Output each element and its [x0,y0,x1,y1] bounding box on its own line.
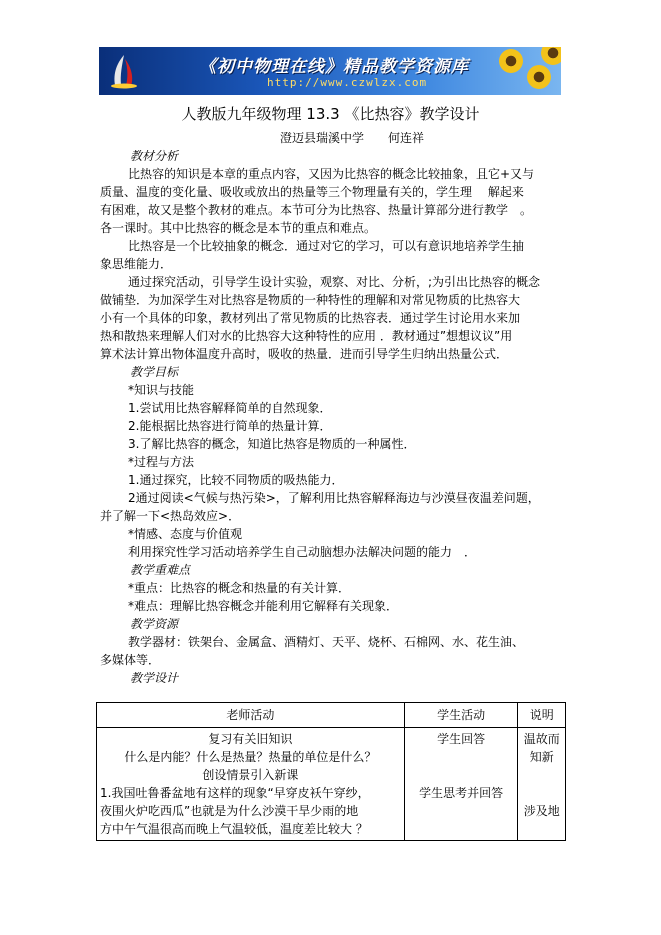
byline [280,129,424,146]
sunflower-icon [499,49,523,73]
header-teacher-activity: 老师活动 [97,703,405,728]
section-heading: 教学资源 [130,617,179,631]
body-line: 算术法计算出物体温度升高时，吸收的热量．进而引导学生归纳出热量公式． [100,347,509,361]
body-line: *过程与方法 [128,455,195,469]
body-line: 有困难，故又是整个教材的难点。本节可分为比热容、热量计算部分进行教学 。 [100,203,533,217]
body-line: 并了解一下<热岛效应>． [100,509,241,523]
body-line: 3.了解比热容的概念，知道比热容是物质的一种属性． [128,437,416,451]
body-line: 比热容是一个比较抽象的概念．通过对它的学习，可以有意识地培养学生抽 [128,239,525,253]
body-line: 质量、温度的变化量、吸收或放出的热量等三个物理量有关的，学生理 解起来 [100,185,524,199]
banner-url[interactable]: http://www.czwlzx.com [267,76,428,89]
cell-line: 复习有关旧知识 [208,732,293,746]
body-line: 教学器材：铁架台、金属盒、酒精灯、天平、烧杯、石棉网、水、花生油、 [128,635,525,649]
body-line: 1.尝试用比热容解释简单的自然现象． [128,401,332,415]
document-title: 人教版九年级物理 13.3 《比热容》教学设计 [181,105,480,123]
cell-line: 学生回答 [437,732,486,746]
author-name: 何连祥 [388,131,425,145]
section-heading: 教材分析 [130,149,179,163]
section-heading: 教学目标 [130,365,179,379]
school-name: 澄迈县瑞溪中学 [280,131,365,145]
body-line: *情感、态度与价值观 [128,527,243,541]
teacher-activity-cell [97,728,405,841]
section-heading: 教学设计 [130,671,179,685]
cell-line: 什么是内能？什么是热量？热量的单位是什么？ [124,750,377,764]
table-row [97,728,566,841]
notes-cell [518,728,566,841]
body-line: 2.能根据比热容进行简单的热量计算． [128,419,332,433]
body-line: 比热容的知识是本章的重点内容，又因为比热容的概念比较抽象，且它+又与 [128,167,535,181]
cell-line: 方中午气温很高而晚上气温较低，温度差比较大 ？ [100,822,368,836]
cell-line: 温故而 [523,732,560,746]
body-line: 2通过阅读<气候与热污染>，了解利用比热容解释海边与沙漠昼夜温差问题， [128,491,540,505]
lesson-plan-table [96,702,566,841]
banner-title: 《初中物理在线》精品教学资源库 [199,57,469,77]
header-notes: 说明 [518,703,566,728]
cell-line: 1.我国吐鲁番盆地有这样的现象“早穿皮袄午穿纱， [100,786,370,800]
body-line: 通过探究活动，引导学生设计实验，观察、对比、分析，;为引出比热容的概念 [128,275,541,289]
body-line: *知识与技能 [128,383,195,397]
cell-line: 创设情景引入新课 [202,768,299,782]
header-student-activity: 学生活动 [404,703,518,728]
body-line: 小有一个具体的印象，教材列出了常见物质的比热容表．通过学生讨论用水来加 [100,311,521,325]
cell-line: 涉及地 [523,804,560,818]
body-line: 利用探究性学习活动培养学生自己动脑想办法解决问题的能力 ． [128,545,477,559]
sunflower-icon [541,47,561,65]
body-line: 各一课时。其中比热容的概念是本节的重点和难点。 [100,221,377,235]
body-line: 热和散热来理解人们对水的比热容大这种特性的应用 ．教材通过”想想议议”用 [100,329,513,343]
cell-line: 学生思考并回答 [419,786,504,800]
site-banner [99,47,561,95]
sunflower-icon [527,65,551,89]
body-line: 多媒体等． [100,653,161,667]
body-line: 象思维能力． [100,257,173,271]
body-line: *重点：比热容的概念和热量的有关计算． [128,581,351,595]
body-line: 做铺垫．为加深学生对比热容是物质的一种特性的理解和对常见物质的比热容大 [100,293,521,307]
site-logo [107,53,141,89]
student-activity-cell [404,728,518,841]
cell-line: 知新 [529,750,554,764]
body-line: *难点：理解比热容概念并能利用它解释有关现象． [128,599,399,613]
table-header-row [97,703,566,728]
section-heading: 教学重难点 [130,563,191,577]
cell-line: 夜围火炉吃西瓜”也就是为什么沙漠干旱少雨的地 [100,804,359,818]
body-line: 1.通过探究，比较不同物质的吸热能力． [128,473,344,487]
